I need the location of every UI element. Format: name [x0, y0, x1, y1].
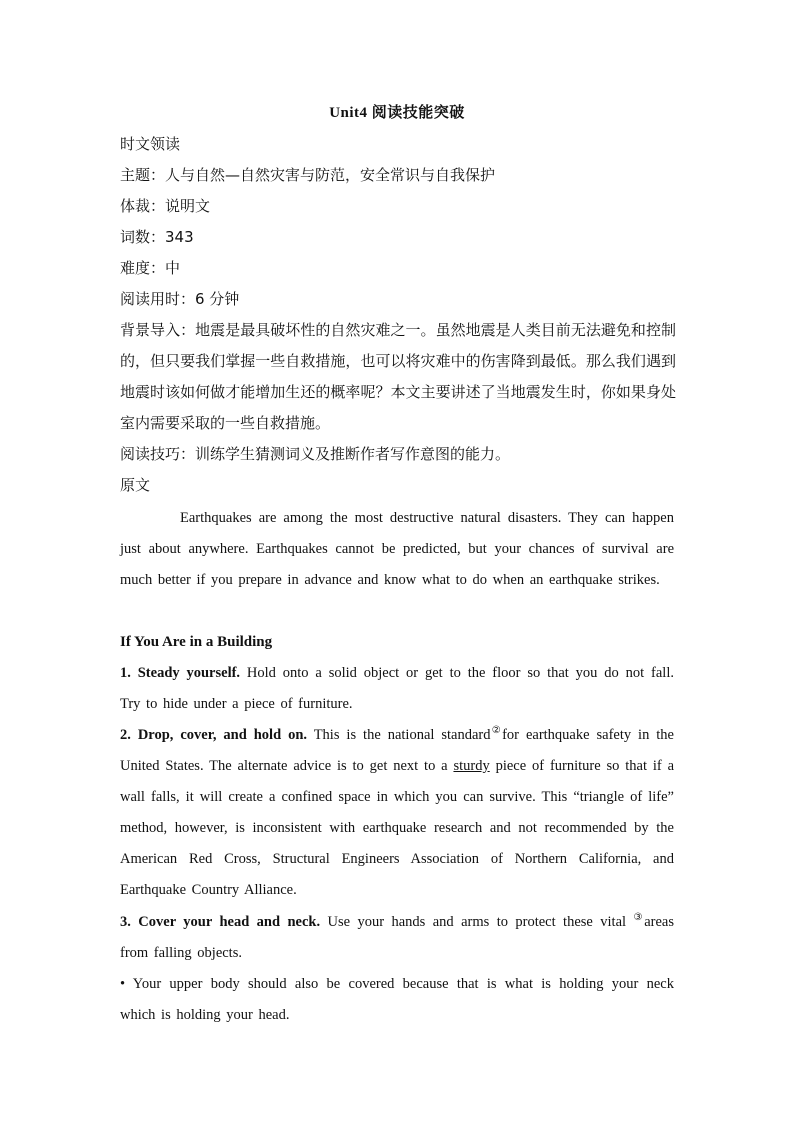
list-item-2-text-c: piece of furniture so that if a wall falls, it will create a confined space in which you can survive. This “triangle of life” method, however, is inconsistent with earthquake research and not recommended by the American Red Cross, Structural Engineers Association of Northern California, and Earthquake Country Alliance.	[120, 758, 675, 898]
difficulty-line: 难度：中	[120, 259, 181, 277]
section-heading: If You Are in a Building	[120, 634, 273, 650]
list-item-1-lead: 1. Steady yourself.	[120, 665, 241, 681]
page-title: Unit4 阅读技能突破	[329, 105, 465, 121]
topic-line: 主题：人与自然—自然灾害与防范，安全常识与自我保护	[120, 166, 496, 184]
section-label-original: 原文	[120, 476, 151, 494]
list-item-2-text-b: for earthquake safety in the United States. The alternate advice is to get next to a	[120, 727, 674, 774]
article-paragraph-1	[120, 503, 674, 596]
background-paragraph: 背景导入：地震是最具破坏性的自然灾难之一。虽然地震是人类目前无法避免和控制的，但只要我们掌握一些自救措施，也可以将灾难中的伤害降到最低。那么我们遇到地震时该如何做才能增加生还的概率呢？本文主要讲述了当地震发生时，你如果身处室内需要采取的一些自救措施。	[120, 321, 676, 432]
footnote-mark-2: ②	[490, 725, 503, 737]
list-item-3-text-b: areas from falling objects.	[120, 914, 675, 961]
list-item-2	[120, 720, 674, 906]
underlined-word: sturdy	[453, 758, 490, 774]
footnote-mark-3: ③	[633, 912, 645, 924]
list-item-3-lead: 3. Cover your head and neck.	[120, 914, 321, 930]
bullet-item: • Your upper body should also be covered because that is what is holding your neck which is holding your head.	[120, 976, 674, 1023]
section-label-reading: 时文领读	[120, 135, 181, 153]
reading-time-line: 阅读用时：6 分钟	[120, 290, 240, 308]
list-item-3-text-a: Use your hands and arms to protect these vital	[320, 914, 634, 930]
list-item-3	[120, 907, 674, 969]
list-item-2-lead: 2. Drop, cover, and hold on.	[120, 727, 308, 743]
list-item-1-text: Hold onto a solid object or get to the floor so that you do not fall. Try to hide under a piece of furniture.	[120, 665, 674, 712]
reading-skill-line: 阅读技巧：训练学生猜测词义及推断作者写作意图的能力。	[120, 445, 511, 463]
list-item-2-text-a: This is the national standard	[307, 727, 491, 743]
list-item-1	[120, 658, 674, 720]
word-count-line: 词数：343	[120, 228, 194, 246]
genre-line: 体裁：说明文	[120, 197, 211, 215]
article-paragraph-1-text: Earthquakes are among the most destructive natural disasters. They can happen just about anywhere. Earthquakes cannot be predicted, but your chances of survival are much better if you prepare in advance and know what to do when an earthquake strikes.	[120, 510, 674, 588]
